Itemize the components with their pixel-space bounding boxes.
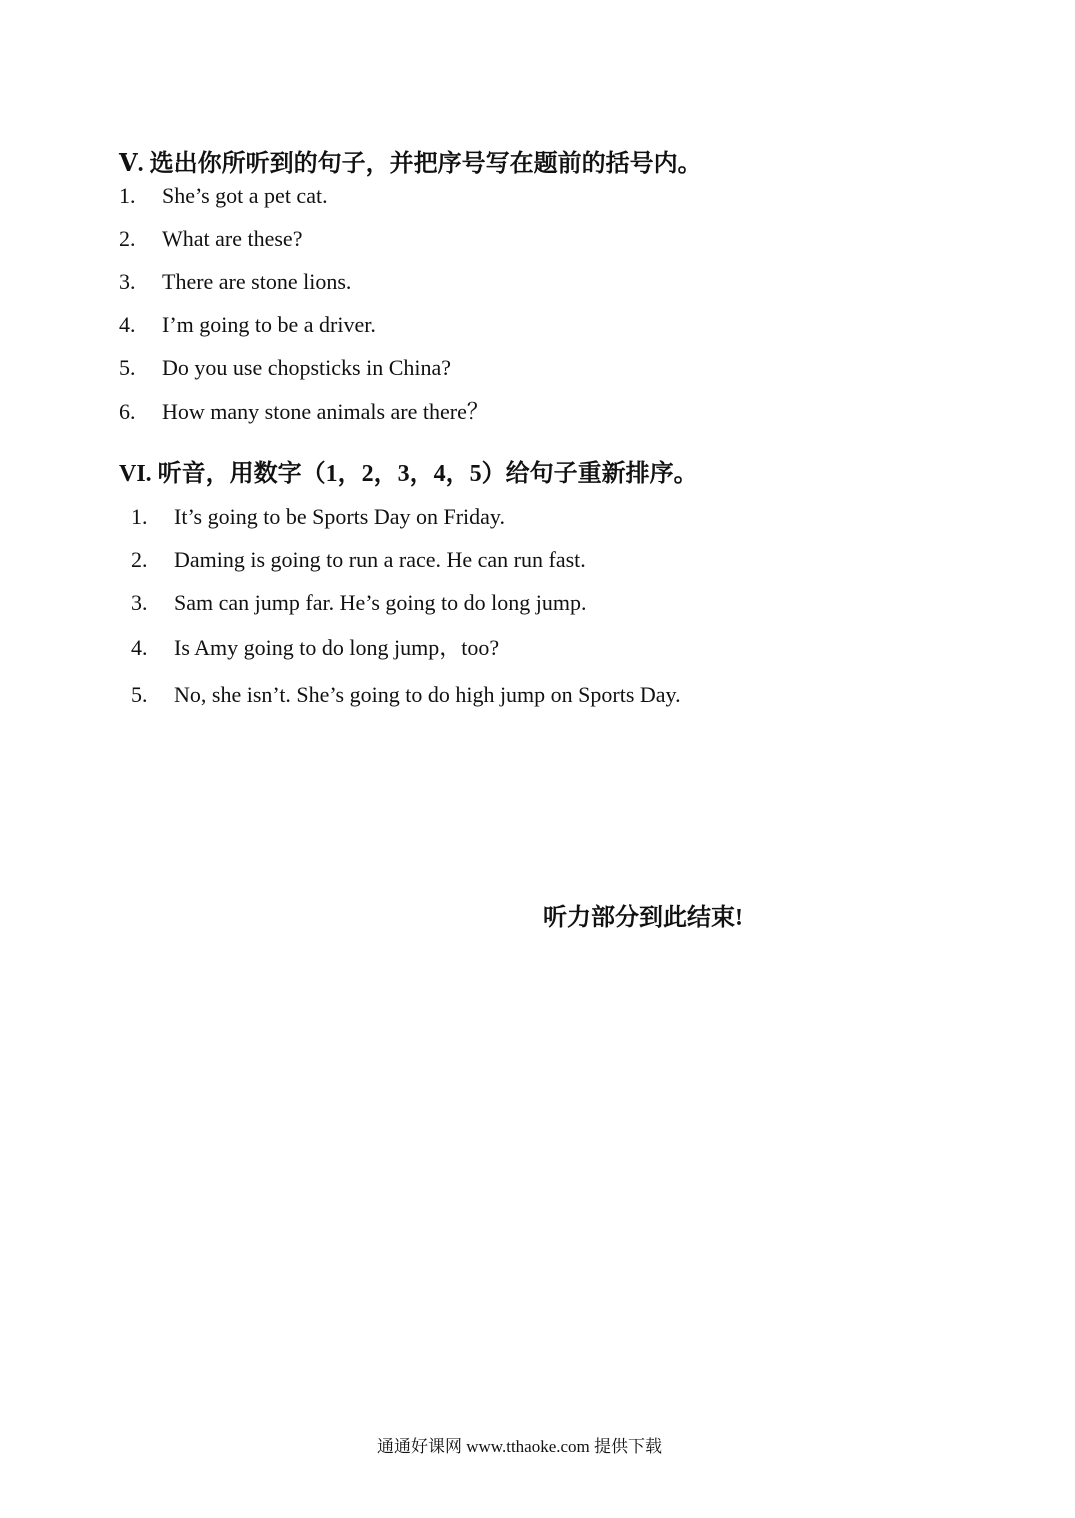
page-footer: 通通好课网 www.tthaoke.com 提供下载 <box>377 1437 663 1456</box>
item-text: No, she isn’t. She’s going to do high jump on Sports Day. <box>174 682 681 707</box>
listening-end-note: 听力部分到此结束! <box>543 905 743 931</box>
item-text: Daming is going to run a race. He can run fast. <box>174 547 586 572</box>
item-text: Sam can jump far. He’s going to do long jump. <box>174 590 587 615</box>
item-text: I’m going to be a driver. <box>162 312 376 337</box>
item-number: 5. <box>119 355 136 380</box>
item-text: Do you use chopsticks in China? <box>162 355 452 380</box>
item-text: What are these? <box>162 226 303 251</box>
item-number: 3. <box>131 590 148 615</box>
item-number: 1. <box>119 183 136 208</box>
item-text: She’s got a pet cat. <box>162 183 328 208</box>
item-number: 6. <box>119 399 136 424</box>
item-text: It’s going to be Sports Day on Friday. <box>174 504 505 529</box>
item-number: 4. <box>131 635 148 660</box>
item-number: 2. <box>131 547 148 572</box>
section-6-heading: VI. 听音，用数字（1，2，3，4，5）给句子重新排序。 <box>119 461 698 487</box>
item-number: 5. <box>131 682 148 707</box>
item-number: 4. <box>119 312 136 337</box>
item-text: There are stone lions. <box>162 269 352 294</box>
item-text: How many stone animals are there？ <box>162 399 489 424</box>
item-number: 2. <box>119 226 136 251</box>
section-5-heading: Ⅴ. 选出你所听到的句子，并把序号写在题前的括号内。 <box>119 151 702 177</box>
item-text: Is Amy going to do long jump，too? <box>174 635 500 660</box>
item-number: 1. <box>131 504 148 529</box>
item-number: 3. <box>119 269 136 294</box>
